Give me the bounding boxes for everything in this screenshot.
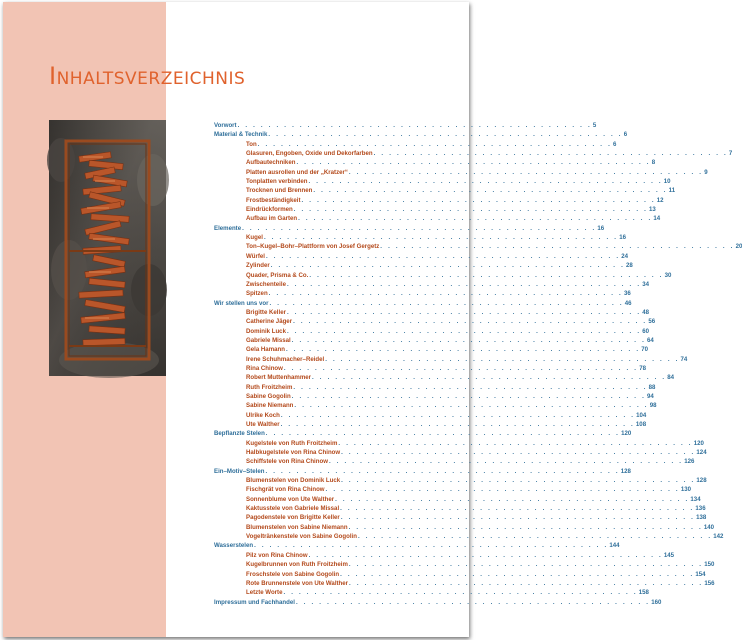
toc-subentry[interactable] (214, 392, 654, 401)
toc-dot-leader: . . . . . . . . . . . . . . . . . . . . . . . . . . . . . . . . . . . . . . . . . . . . . . (293, 318, 648, 326)
toc-subentry[interactable] (214, 448, 707, 457)
toc-dot-leader: . . . . . . . . . . . . . . . . . . . . . . . . . . . . . . . . . . . . . . . . . . . . . . (286, 327, 642, 335)
toc-section-entry[interactable] (214, 598, 662, 607)
toc-page-number: 6 (623, 131, 628, 139)
toc-entry-label: Ruth Froitzheim (246, 383, 293, 391)
toc-dot-leader: . . . . . . . . . . . . . . . . . . . . . . . . . . . . . . . . . . . . . . . . . . . . . . (308, 551, 663, 559)
toc-entry-label: Wir stellen uns vor (214, 299, 269, 307)
toc-dot-leader: . . . . . . . . . . . . . . . . . . . . . . . . . . . . . . . . . . . . . . . . . . . . . . (312, 374, 667, 382)
toc-entry-label: Vogeltränkenstele von Sabine Gogolin (246, 533, 357, 541)
toc-subentry[interactable] (214, 186, 676, 195)
toc-page-number: 7 (728, 150, 733, 158)
page-title: Inhaltsverzeichnis (49, 62, 246, 90)
toc-entry-label: Trocknen und Brennen (246, 187, 313, 195)
toc-subentry[interactable] (214, 205, 656, 214)
toc-entry-label: Vorwort (214, 122, 237, 129)
toc-dot-leader: . . . . . . . . . . . . . . . . . . . . . . . . . . . . . . . . . . . . . . . . . . . . . . (338, 439, 693, 447)
toc-subentry[interactable] (214, 168, 708, 177)
toc-subentry[interactable] (214, 457, 695, 466)
toc-entry-label: Ute Walther (246, 421, 280, 428)
toc-entry-label: Ulrike Koch (246, 411, 280, 419)
toc-page-number: 144 (609, 542, 620, 550)
toc-section-entry[interactable] (214, 541, 620, 550)
toc-dot-leader: . . . . . . . . . . . . . . . . . . . . . . . . . . . . . . . . . . . . . . . . . . . . . . (294, 402, 649, 410)
toc-dot-leader: . . . . . . . . . . . . . . . . . . . . . . . . . . . . . . . . . . . . . . . . . . . . . . (286, 308, 642, 316)
toc-dot-leader: . . . . . . . . . . . . . . . . . . . . . . . . . . . . . . . . . . . . . . . . . . . . . . (325, 355, 680, 363)
toc-subentry[interactable] (214, 177, 671, 186)
toc-dot-leader: . . . . . . . . . . . . . . . . . . . . . . . . . . . . . . . . . . . . . . . . . . . . . . (268, 290, 623, 298)
toc-entry-label: Schiffstele von Rina Chinow (246, 458, 328, 466)
toc-page-number: 120 (621, 430, 632, 438)
toc-dot-leader: . . . . . . . . . . . . . . . . . . . . . . . . . . . . . . . . . . . . . . . . . . . . . . (313, 187, 668, 195)
toc-page-number: 88 (648, 383, 656, 391)
toc-page-number: 13 (649, 206, 656, 214)
toc-dot-leader: . . . . . . . . . . . . . . . . . . . . . . . . . . . . . . . . . . . . . . . . . . . . . . (348, 168, 704, 176)
toc-page-number: 36 (623, 290, 631, 298)
toc-subentry[interactable] (214, 289, 631, 298)
toc-entry-label: Impressum und Fachhandel (214, 598, 295, 606)
toc-entry-label: Wasserstelen (214, 542, 254, 550)
toc-page-number: 120 (693, 439, 704, 447)
toc-page-number: 145 (663, 551, 675, 559)
toc-entry-label: Blumenstelen von Sabine Niemann (246, 523, 348, 531)
toc-dot-leader: . . . . . . . . . . . . . . . . . . . . . . . . . . . . . . . . . . . . . . . . . . . . . . (295, 598, 651, 606)
toc-subentry[interactable] (214, 140, 617, 149)
toc-subentry[interactable] (214, 308, 650, 317)
toc-page-number: 128 (696, 477, 707, 485)
toc-entry-label: Kugelbrunnen von Ruth Froitzheim (246, 561, 348, 569)
toc-entry-label: Tonplatten verbinden (246, 178, 308, 186)
toc-subentry[interactable] (214, 439, 704, 448)
book-page (3, 2, 742, 637)
toc-subentry[interactable] (214, 317, 656, 326)
toc-entry-label: Brigitte Keller (246, 308, 286, 316)
toc-entry-label: Sonnenblume von Ute Walther (246, 495, 335, 503)
toc-entry-label: Sabine Niemann (246, 402, 294, 410)
toc-page-number: 5 (592, 122, 597, 129)
toc-dot-leader: . . . . . . . . . . . . . . . . . . . . . . . . . . . . . . . . . . . . . . . . . . . . . . (265, 430, 621, 438)
toc-subentry[interactable] (214, 383, 656, 392)
toc-entry-label: Irene Schuhmacher–Reidel (246, 355, 325, 363)
toc-page-number: 150 (704, 561, 715, 569)
toc-page-number: 64 (647, 336, 654, 344)
toc-dot-leader: . . . . . . . . . . . . . . . . . . . . . . . . . . . . . . . . . . . . . . . . . . . . . . (340, 514, 696, 522)
toc-entry-label: Spitzen (246, 290, 268, 298)
toc-entry-label: Ton–Kugel–Bohr–Plattform von Josef Gergetz (246, 243, 380, 251)
toc-page-number: 16 (619, 234, 626, 242)
toc-subentry[interactable] (214, 476, 707, 485)
table-of-contents (214, 121, 742, 607)
toc-dot-leader: . . . . . . . . . . . . . . . . . . . . . . . . . . . . . . . . . . . . . . . . . . . . . . (309, 271, 664, 279)
toc-entry-label: Bepflanzte Stelen (214, 430, 265, 438)
toc-dot-leader: . . . . . . . . . . . . . . . . . . . . . . . . . . . . . . . . . . . . . . . . . . . . . . (373, 150, 728, 158)
toc-subentry[interactable] (214, 196, 664, 205)
toc-page-number: 160 (651, 598, 662, 606)
toc-dot-leader: . . . . . . . . . . . . . . . . . . . . . . . . . . . . . . . . . . . . . . . . . . . . . . (265, 467, 620, 475)
toc-entry-label: Kugelstele von Ruth Froitzheim (246, 439, 338, 447)
toc-entry-label: Dominik Luck (246, 327, 286, 335)
toc-entry-label: Frostbeständigkeit (246, 196, 301, 204)
toc-dot-leader: . . . . . . . . . . . . . . . . . . . . . . . . . . . . . . . . . . . . . . . . . . . . . . (380, 243, 735, 251)
toc-page-number: 11 (668, 187, 676, 195)
toc-entry-label: Gabriele Missal (246, 336, 291, 344)
toc-subentry[interactable] (214, 355, 688, 364)
toc-dot-leader: . . . . . . . . . . . . . . . . . . . . . . . . . . . . . . . . . . . . . . . . . . . . . . (340, 505, 695, 513)
toc-page-number: 108 (635, 421, 647, 428)
toc-page-number: 78 (639, 364, 646, 372)
toc-entry-label: Halbkugelstele von Rina Chinow (246, 449, 341, 457)
toc-subentry[interactable] (214, 242, 742, 251)
toc-page-number: 84 (667, 374, 675, 382)
toc-entry-label: Pilz von Rina Chinow (246, 551, 308, 559)
toc-entry-label: Platten ausrollen und der „Kratzer“ (246, 168, 348, 176)
toc-dot-leader: . . . . . . . . . . . . . . . . . . . . . . . . . . . . . . . . . . . . . . . . . . . . . . (242, 224, 597, 232)
toc-entry-label: Zylinder (246, 262, 270, 270)
toc-page-number: 140 (703, 523, 715, 531)
toc-subentry[interactable] (214, 560, 715, 569)
toc-subentry[interactable] (214, 364, 646, 373)
toc-page-number: 30 (664, 271, 672, 279)
toc-entry-label: Glasuren, Engoben, Oxide und Dekorfarben (246, 150, 373, 158)
toc-dot-leader: . . . . . . . . . . . . . . . . . . . . . . . . . . . . . . . . . . . . . . . . . . . . . . (348, 561, 704, 569)
toc-dot-leader: . . . . . . . . . . . . . . . . . . . . . . . . . . . . . . . . . . . . . . . . . . . . . . (263, 234, 619, 242)
toc-page-number: 124 (696, 449, 707, 457)
toc-section-entry[interactable] (214, 429, 632, 438)
toc-page-number: 34 (642, 280, 650, 288)
toc-page-number: 20 (735, 243, 742, 251)
toc-dot-leader: . . . . . . . . . . . . . . . . . . . . . . . . . . . . . . . . . . . . . . . . . . . . . . (348, 523, 703, 531)
toc-page-number: 16 (597, 224, 605, 232)
toc-dot-leader: . . . . . . . . . . . . . . . . . . . . . . . . . . . . . . . . . . . . . . . . . . . . . . (291, 336, 646, 344)
toc-dot-leader: . . . . . . . . . . . . . . . . . . . . . . . . . . . . . . . . . . . . . . . . . . . . . . (269, 299, 624, 307)
toc-dot-leader: . . . . . . . . . . . . . . . . . . . . . . . . . . . . . . . . . . . . . . . . . . . . . . (298, 215, 653, 223)
toc-dot-leader: . . . . . . . . . . . . . . . . . . . . . . . . . . . . . . . . . . . . . . . . . . . . . . (328, 458, 684, 466)
toc-dot-leader: . . . . . . . . . . . . . . . . . . . . . . . . . . . . . . . . . . . . . . . . . . . . . . (357, 533, 713, 541)
toc-page-number: 142 (713, 533, 724, 541)
toc-subentry[interactable] (214, 261, 633, 270)
toc-section-entry[interactable] (214, 224, 605, 233)
toc-section-entry[interactable] (214, 467, 631, 476)
toc-entry-label: Gela Hamann (246, 346, 285, 354)
toc-section-entry[interactable] (214, 299, 632, 308)
toc-dot-leader: . . . . . . . . . . . . . . . . . . . . . . . . . . . . . . . . . . . . . . . . . . . . . . (341, 477, 696, 485)
toc-subentry[interactable] (214, 523, 715, 532)
toc-page-number: 126 (684, 458, 695, 466)
toc-dot-leader: . . . . . . . . . . . . . . . . . . . . . . . . . . . . . . . . . . . . . . . . . . . . . . (301, 196, 656, 204)
toc-dot-leader: . . . . . . . . . . . . . . . . . . . . . . . . . . . . . . . . . . . . . . . . . . . . . . (265, 252, 621, 260)
toc-dot-leader: . . . . . . . . . . . . . . . . . . . . . . . . . . . . . . . . . . . . . . . . . . . . . . (340, 570, 695, 578)
toc-page-number: 60 (642, 327, 650, 335)
toc-page-number: 154 (695, 570, 706, 578)
toc-dot-leader: . . . . . . . . . . . . . . . . . . . . . . . . . . . . . . . . . . . . . . . . . . . . . . (335, 495, 690, 503)
toc-dot-leader: . . . . . . . . . . . . . . . . . . . . . . . . . . . . . . . . . . . . . . . . . . . . . . (237, 122, 592, 129)
toc-entry-label: Robert Muttenhammer (246, 374, 312, 382)
toc-subentry[interactable] (214, 532, 724, 541)
toc-subentry[interactable] (214, 504, 706, 513)
toc-entry-label: Sabine Gogolin (246, 392, 291, 400)
toc-page-number: 9 (704, 168, 708, 176)
toc-dot-leader: . . . . . . . . . . . . . . . . . . . . . . . . . . . . . . . . . . . . . . . . . . . . . . (293, 206, 649, 214)
toc-entry-label: Blumenstelen von Dominik Luck (246, 477, 341, 485)
toc-entry-label: Kugel (246, 234, 263, 242)
toc-page-number: 6 (613, 140, 617, 148)
toc-page-number: 158 (638, 589, 649, 597)
toc-subentry[interactable] (214, 280, 650, 289)
toc-dot-leader: . . . . . . . . . . . . . . . . . . . . . . . . . . . . . . . . . . . . . . . . . . . . . . (293, 383, 648, 391)
toc-subentry[interactable] (214, 373, 675, 382)
toc-page-number: 104 (636, 411, 647, 419)
toc-subentry[interactable] (214, 411, 647, 420)
toc-entry-label: Material & Technik (214, 131, 268, 139)
toc-subentry[interactable] (214, 271, 672, 280)
toc-page-number: 28 (625, 262, 633, 270)
toc-subentry[interactable] (214, 570, 706, 579)
toc-subentry[interactable] (214, 420, 647, 429)
sculpture-photo (49, 120, 166, 376)
toc-entry-label: Rina Chinow (246, 364, 283, 372)
toc-entry-label: Ton (246, 140, 257, 148)
toc-subentry[interactable] (214, 327, 650, 336)
toc-subentry[interactable] (214, 401, 657, 410)
toc-subentry[interactable] (214, 513, 707, 522)
toc-page-number: 128 (620, 467, 631, 475)
toc-entry-label: Fischgrät von Rina Chinow (246, 486, 325, 494)
toc-page-number: 74 (680, 355, 688, 363)
toc-subentry[interactable] (214, 495, 701, 504)
toc-page-number: 156 (704, 579, 715, 587)
toc-page-number: 24 (621, 252, 629, 260)
toc-subentry[interactable] (214, 551, 675, 560)
toc-dot-leader: . . . . . . . . . . . . . . . . . . . . . . . . . . . . . . . . . . . . . . . . . . . . . . (285, 346, 641, 354)
toc-subentry[interactable] (214, 579, 715, 588)
toc-subentry[interactable] (214, 336, 654, 345)
toc-page-number: 70 (641, 346, 649, 354)
toc-subentry[interactable] (214, 158, 656, 167)
toc-subentry[interactable] (214, 345, 649, 354)
toc-page-number: 134 (690, 495, 701, 503)
toc-section-entry[interactable] (214, 121, 597, 130)
toc-subentry[interactable] (214, 252, 629, 261)
toc-page-number: 48 (642, 308, 650, 316)
toc-dot-leader: . . . . . . . . . . . . . . . . . . . . . . . . . . . . . . . . . . . . . . . . . . . . . . (341, 449, 696, 457)
toc-entry-label: Eindrückformen (246, 206, 293, 214)
toc-dot-leader: . . . . . . . . . . . . . . . . . . . . . . . . . . . . . . . . . . . . . . . . . . . . . . (283, 364, 639, 372)
toc-page-number: 10 (663, 178, 671, 186)
toc-subentry[interactable] (214, 149, 733, 158)
toc-page-number: 98 (649, 402, 657, 410)
toc-dot-leader: . . . . . . . . . . . . . . . . . . . . . . . . . . . . . . . . . . . . . . . . . . . . . . (283, 589, 638, 597)
toc-page-number: 138 (696, 514, 707, 522)
toc-page-number: 14 (653, 215, 661, 223)
toc-dot-leader: . . . . . . . . . . . . . . . . . . . . . . . . . . . . . . . . . . . . . . . . . . . . . . (270, 262, 625, 270)
toc-entry-label: Würfel (246, 252, 265, 260)
toc-page-number: 56 (648, 318, 656, 326)
toc-entry-label: Elemente (214, 224, 242, 232)
toc-subentry[interactable] (214, 233, 626, 242)
toc-entry-label: Froschstele von Sabine Gogolin (246, 570, 340, 578)
toc-dot-leader: . . . . . . . . . . . . . . . . . . . . . . . . . . . . . . . . . . . . . . . . . . . . . . (254, 542, 609, 550)
toc-dot-leader: . . . . . . . . . . . . . . . . . . . . . . . . . . . . . . . . . . . . . . . . . . . . . . (280, 421, 635, 428)
toc-entry-label: Aufbautechniken (246, 159, 296, 167)
toc-dot-leader: . . . . . . . . . . . . . . . . . . . . . . . . . . . . . . . . . . . . . . . . . . . . . . (286, 280, 642, 288)
toc-dot-leader: . . . . . . . . . . . . . . . . . . . . . . . . . . . . . . . . . . . . . . . . . . . . . . (325, 486, 680, 494)
toc-page-number: 8 (651, 159, 656, 167)
toc-entry-label: Kaktusstele von Gabriele Missal (246, 505, 340, 513)
toc-dot-leader: . . . . . . . . . . . . . . . . . . . . . . . . . . . . . . . . . . . . . . . . . . . . . . (296, 159, 651, 167)
toc-page-number: 46 (624, 299, 632, 307)
toc-entry-label: Catherine Jäger (246, 318, 293, 326)
toc-entry-label: Quader, Prisma & Co. (246, 271, 309, 279)
toc-dot-leader: . . . . . . . . . . . . . . . . . . . . . . . . . . . . . . . . . . . . . . . . . . . . . . (280, 411, 636, 419)
toc-page-number: 136 (695, 505, 706, 513)
toc-dot-leader: . . . . . . . . . . . . . . . . . . . . . . . . . . . . . . . . . . . . . . . . . . . . . . (291, 392, 646, 400)
toc-entry-label: Ein–Motiv–Stelen (214, 467, 265, 475)
toc-page-number: 12 (656, 196, 664, 204)
toc-dot-leader: . . . . . . . . . . . . . . . . . . . . . . . . . . . . . . . . . . . . . . . . . . . . . . (349, 579, 704, 587)
toc-dot-leader: . . . . . . . . . . . . . . . . . . . . . . . . . . . . . . . . . . . . . . . . . . . . . . (268, 131, 623, 139)
toc-page-number: 130 (680, 486, 691, 494)
toc-entry-label: Pagodenstele von Brigitte Keller (246, 514, 340, 522)
toc-page-number: 94 (646, 392, 654, 400)
toc-entry-label: Aufbau im Garten (246, 215, 298, 223)
toc-dot-leader: . . . . . . . . . . . . . . . . . . . . . . . . . . . . . . . . . . . . . . . . . . . . . . (257, 140, 612, 148)
toc-subentry[interactable] (214, 485, 691, 494)
toc-entry-label: Letzte Worte (246, 589, 283, 597)
toc-entry-label: Rote Brunnenstele von Ute Walther (246, 579, 349, 587)
toc-dot-leader: . . . . . . . . . . . . . . . . . . . . . . . . . . . . . . . . . . . . . . . . . . . . . . (308, 178, 663, 186)
toc-subentry[interactable] (214, 588, 649, 597)
toc-subentry[interactable] (214, 214, 661, 223)
toc-entry-label: Zwischenteile (246, 280, 286, 288)
toc-section-entry[interactable] (214, 130, 628, 139)
